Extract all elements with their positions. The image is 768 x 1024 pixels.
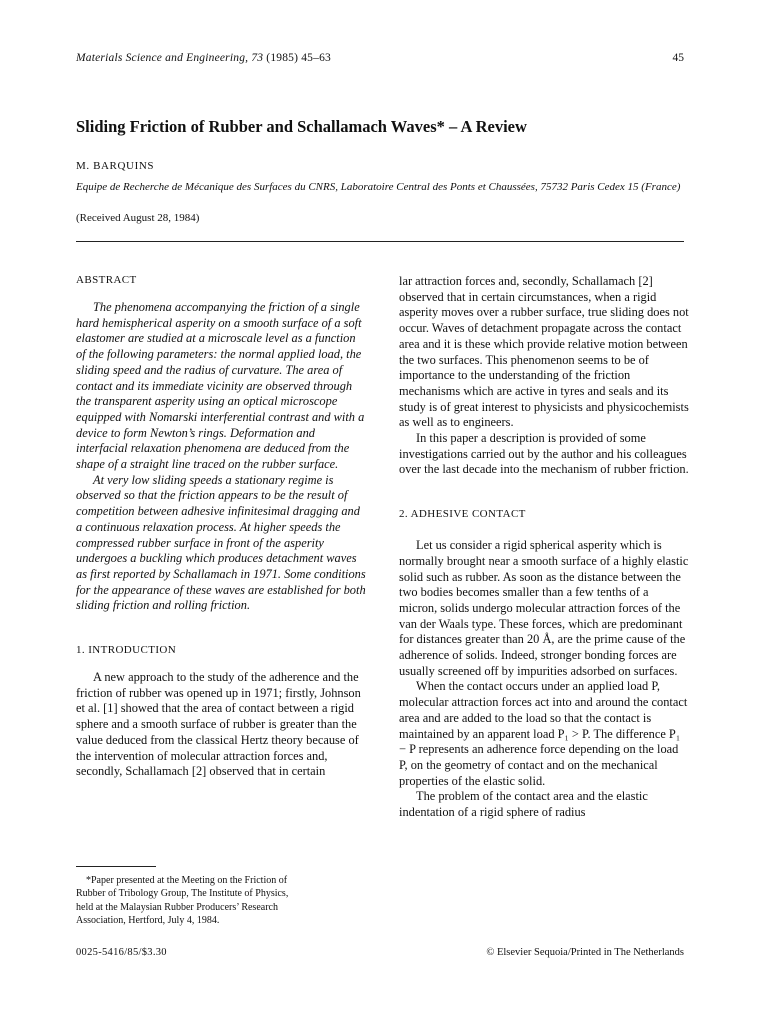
adhesive-paragraph: Let us consider a rigid spherical asperity which is normally brought near a smooth surface of a highly elastic solid such as rubber. As soon as the distance between the two bodies becomes smaller than a few tenths of a micron, solids undergo molecular attraction forces of the van der Waals type. These forces, which are predominant for distances greater than 20 Å, are the prime cause of the adherence of solids. Indeed, stronger bonding forces are usually screened off by impurities adsorbed on surfaces. [399, 538, 689, 678]
introduction-continued [399, 274, 689, 478]
page-number: 45 [672, 52, 684, 64]
author-name: M. BARQUINS [76, 160, 155, 172]
paper-title: Sliding Friction of Rubber and Schallamach Waves* – A Review [76, 117, 527, 136]
received-date: (Received August 28, 1984) [76, 212, 200, 224]
introduction-body [76, 670, 366, 780]
issn-code: 0025-5416/85/$3.30 [76, 947, 167, 958]
author-affiliation: Equipe de Recherche de Mécanique des Surfaces du CNRS, Laboratoire Central des Ponts et Chaussées, 75732 Paris Cedex 15 (France) [76, 181, 681, 193]
publisher-notice: © Elsevier Sequoia/Printed in The Netherlands [486, 947, 684, 958]
introduction-continued-paragraph: lar attraction forces and, secondly, Schallamach [2] observed that in certain circumstances, when a rigid asperity moves over a rubber surface, true sliding does not occur. Waves of detachment propagate across the contact area and it is these which provide relative motion between the two surfaces. This phenomenon seems to be of importance to the understanding of the friction mechanisms which are active in tyres and seals and its study is of great interest to physicists and physicochemists as well as to engineers. [399, 274, 689, 430]
footnote-line: held at the Malaysian Rubber Producers’ Research [76, 901, 278, 913]
footnote-divider [76, 866, 156, 867]
right-column [399, 274, 689, 821]
footnote-line: Rubber of Tribology Group, The Institute of Physics, [76, 888, 289, 900]
adhesive-body [399, 538, 689, 821]
footnote [76, 874, 368, 927]
abstract-heading: ABSTRACT [76, 274, 137, 286]
journal-name: Materials Science and Engineering, [76, 52, 249, 64]
introduction-paragraph: A new approach to the study of the adherence and the friction of rubber was opened up in 1971; firstly, Johnson et al. [1] showed that the area of contact between a rigid sphere and a smooth surface of rubber is greater than the value deduced from the classical Hertz theory because of the intervention of molecular attraction forces and, secondly, Schallamach [2] observed that in certain [76, 670, 361, 779]
introduction-heading: 1. INTRODUCTION [76, 644, 177, 657]
journal-citation [76, 52, 331, 64]
abstract-paragraph: The phenomena accompanying the friction of a single hard hemispherical asperity on a smooth surface of a soft elastomer are studied at a microscale level as a function of the following parameters: the normal applied load, the sliding speed and the radius of curvature. The area of contact and its immediate vicinity are observed through the transparent asperity using an optical microscope equipped with Nomarski interferential contrast and with a device to form Newton’s rings. Deformation and interfacial relaxation phenomena are deduced from the shape of a straight line traced on the rubber surface. [76, 300, 365, 472]
abstract-paragraph: At very low sliding speeds a stationary regime is observed so that the friction appears to be the result of competition between adhesive infinitesimal dragging and a continuous relaxation process. At higher speeds the compressed rubber surface in front of the asperity undergoes a buckling which produces detachment waves as first reported by Schallamach in 1971. Some conditions for the appearance of these waves are established for both sliding friction and rolling friction. [76, 472, 366, 613]
left-column [76, 274, 366, 780]
footnote-line: Association, Hertford, July 4, 1984. [76, 914, 220, 926]
footnote-line: *Paper presented at the Meeting on the Friction of [86, 875, 288, 886]
journal-volume: 73 [251, 52, 264, 64]
adhesive-paragraph: When the contact occurs under an applied load P, molecular attraction forces act into and around the contact area and are added to the load so that the contact is maintained by an apparent load P₁ > P. The difference P₁ − P represents an adherence force depending on the load P, on the geometry of contact and on the mechanical properties of the elastic solid. [399, 679, 688, 788]
journal-pages: (1985) 45–63 [266, 52, 331, 64]
header-divider [76, 241, 684, 242]
adhesive-heading: 2. ADHESIVE CONTACT [399, 508, 526, 521]
introduction-paragraph: In this paper a description is provided of some investigations carried out by the author and his colleagues over the last decade into the mechanism of rubber friction. [399, 431, 689, 477]
abstract-body [76, 300, 366, 614]
adhesive-paragraph: The problem of the contact area and the elastic indentation of a rigid sphere of radius [399, 789, 648, 820]
